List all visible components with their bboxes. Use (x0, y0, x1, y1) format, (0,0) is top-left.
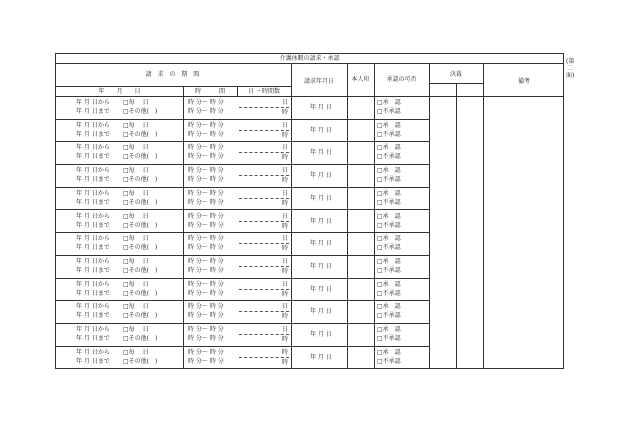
unit-day: 日 (282, 189, 289, 197)
daily-checkbox[interactable]: □毎 日 (123, 121, 149, 129)
unit-day: 日 (282, 303, 289, 311)
header-applicant-seal: 本人印 (351, 76, 370, 83)
header-days-hours: 日 ・時間数 (248, 88, 280, 95)
other-checkbox[interactable]: □その他( ) (123, 312, 158, 320)
row-time-1: 時 分～ 時 分 (188, 99, 224, 106)
other-checkbox[interactable]: □その他( ) (123, 289, 158, 297)
table-row (56, 142, 563, 165)
row-from: 年 月 日から (76, 144, 110, 152)
reject-checkbox[interactable]: □不承認 (377, 266, 401, 274)
row-from: 年 月 日から (76, 189, 110, 197)
unit-day: 日 (282, 257, 289, 265)
days-dotted-line (239, 221, 289, 222)
unit-hour: 時 (282, 336, 289, 343)
days-dotted-line (239, 334, 289, 335)
days-dotted-line (239, 266, 289, 267)
unit-hour: 時 (282, 313, 289, 321)
unit-hour: 時 (282, 290, 289, 298)
row-time-1: 時 分～ 時 分 (188, 303, 224, 311)
header-year-month-day: 年 月 日 (98, 88, 141, 95)
header-time: 時 間 (194, 88, 225, 95)
row-to: 年 月 日まで (76, 221, 110, 229)
row-to: 年 月 日まで (76, 130, 110, 138)
approve-checkbox[interactable]: □承 認 (377, 121, 401, 129)
other-checkbox[interactable]: □その他( ) (123, 153, 158, 161)
row-time-1: 時 分～ 時 分 (188, 121, 224, 129)
row-time-1: 時 分～ 時 分 (188, 212, 224, 220)
reject-checkbox[interactable]: □不承認 (377, 335, 401, 342)
approve-checkbox[interactable]: □承 認 (377, 303, 401, 311)
row-request-date: 年 月 日 (310, 308, 332, 316)
unit-hour: 時 (282, 154, 289, 162)
days-dotted-line (239, 107, 289, 108)
row-time-2: 時 分～ 時 分 (188, 289, 224, 297)
other-checkbox[interactable]: □その他( ) (123, 335, 158, 342)
approve-checkbox[interactable]: □承 認 (377, 167, 401, 175)
reject-checkbox[interactable]: □不承認 (377, 176, 401, 184)
approve-checkbox[interactable]: □承 認 (377, 212, 401, 220)
unit-hour: 時 (282, 109, 289, 116)
row-time-2: 時 分～ 時 分 (188, 221, 224, 229)
other-checkbox[interactable]: □その他( ) (123, 266, 158, 274)
approve-checkbox[interactable]: □承 認 (377, 99, 401, 106)
other-checkbox[interactable]: □その他( ) (123, 108, 158, 115)
table-row (56, 233, 563, 256)
other-checkbox[interactable]: □その他( ) (123, 357, 158, 365)
daily-checkbox[interactable]: □毎 日 (123, 257, 149, 265)
days-dotted-line (239, 357, 289, 358)
unit-day: 日 (282, 212, 289, 220)
unit-day: 日 (282, 235, 289, 243)
daily-checkbox[interactable]: □毎 日 (123, 99, 149, 106)
daily-checkbox[interactable]: □毎 日 (123, 189, 149, 197)
header-remarks: 備考 (517, 78, 530, 85)
daily-checkbox[interactable]: □毎 日 (123, 326, 149, 333)
table-row (56, 324, 563, 347)
row-request-date: 年 月 日 (310, 104, 332, 111)
reject-checkbox[interactable]: □不承認 (377, 130, 401, 138)
row-request-date: 年 月 日 (310, 126, 332, 134)
row-from: 年 月 日から (76, 235, 110, 243)
row-time-1: 時 分～ 時 分 (188, 144, 224, 152)
table-row (56, 97, 563, 120)
row-time-1: 時 分～ 時 分 (188, 235, 224, 243)
form-title: 介護休暇の請求・承認 (279, 55, 340, 62)
row-to: 年 月 日まで (76, 335, 110, 342)
table-row (56, 301, 563, 324)
table-row (56, 347, 563, 370)
approve-checkbox[interactable]: □承 認 (377, 280, 401, 288)
row-time-2: 時 分～ 時 分 (188, 130, 224, 138)
reject-checkbox[interactable]: □不承認 (377, 312, 401, 320)
row-time-2: 時 分～ 時 分 (188, 335, 224, 342)
other-checkbox[interactable]: □その他( ) (123, 130, 158, 138)
table-row (56, 188, 563, 211)
table-row (56, 279, 563, 302)
unit-day: 日 (282, 144, 289, 152)
row-to: 年 月 日まで (76, 357, 110, 365)
table-row (56, 256, 563, 279)
header-divider-decision (429, 83, 483, 84)
daily-checkbox[interactable]: □毎 日 (123, 167, 149, 175)
row-request-date: 年 月 日 (310, 353, 332, 361)
days-dotted-line (239, 130, 289, 131)
row-request-date: 年 月 日 (310, 149, 332, 157)
row-time-1: 時 分～ 時 分 (188, 326, 224, 333)
row-to: 年 月 日まで (76, 198, 110, 206)
reject-checkbox[interactable]: □不承認 (377, 244, 401, 252)
reject-checkbox[interactable]: □不承認 (377, 221, 401, 229)
title-divider (56, 63, 563, 64)
row-request-date: 年 月 日 (310, 285, 332, 293)
unit-hour: 時 (282, 131, 289, 139)
row-divider (56, 368, 429, 369)
unit-day: 日 (282, 99, 289, 106)
row-time-2: 時 分～ 時 分 (188, 357, 224, 365)
row-time-2: 時 分～ 時 分 (188, 198, 224, 206)
daily-checkbox[interactable]: □毎 日 (123, 212, 149, 220)
unit-day: 時 (282, 348, 289, 356)
table-row (56, 211, 563, 234)
header-approval: 承認の可否 (386, 76, 417, 83)
row-to: 年 月 日まで (76, 266, 110, 274)
days-dotted-line (239, 175, 289, 176)
unit-day: 日 (282, 280, 289, 288)
reject-checkbox[interactable]: □不承認 (377, 108, 401, 115)
unit-day: 日 (282, 121, 289, 129)
row-to: 年 月 日まで (76, 244, 110, 252)
unit-hour: 時 (282, 267, 289, 275)
table-row (56, 120, 563, 143)
row-time-2: 時 分～ 時 分 (188, 176, 224, 184)
unit-hour: 時 (282, 199, 289, 207)
other-checkbox[interactable]: □その他( ) (123, 221, 158, 229)
row-request-date: 年 月 日 (310, 240, 332, 248)
header-request-date: 請求年月日 (303, 78, 334, 85)
row-to: 年 月 日まで (76, 176, 110, 184)
row-to: 年 月 日まで (76, 312, 110, 320)
row-time-1: 時 分～ 時 分 (188, 189, 224, 197)
unit-hour: 時 (282, 222, 289, 230)
row-time-2: 時 分～ 時 分 (188, 266, 224, 274)
leave-request-form (55, 53, 564, 369)
row-from: 年 月 日から (76, 121, 110, 129)
daily-checkbox[interactable]: □毎 日 (123, 348, 149, 356)
approve-checkbox[interactable]: □承 認 (377, 257, 401, 265)
row-time-1: 時 分～ 時 分 (188, 348, 224, 356)
daily-checkbox[interactable]: □毎 日 (123, 303, 149, 311)
row-request-date: 年 月 日 (310, 217, 332, 225)
daily-checkbox[interactable]: □毎 日 (123, 144, 149, 152)
row-time-2: 時 分～ 時 分 (188, 244, 224, 252)
approve-checkbox[interactable]: □承 認 (377, 189, 401, 197)
approve-checkbox[interactable]: □承 認 (377, 144, 401, 152)
approve-checkbox[interactable]: □承 認 (377, 235, 401, 243)
row-time-1: 時 分～ 時 分 (188, 280, 224, 288)
reject-checkbox[interactable]: □不承認 (377, 289, 401, 297)
other-checkbox[interactable]: □その他( ) (123, 176, 158, 184)
header-period: 請 求 の 期 間 (145, 71, 202, 78)
days-dotted-line (239, 198, 289, 199)
row-from: 年 月 日から (76, 212, 110, 220)
daily-checkbox[interactable]: □毎 日 (123, 280, 149, 288)
row-time-1: 時 分～ 時 分 (188, 167, 224, 175)
row-time-2: 時 分～ 時 分 (188, 153, 224, 161)
unit-day: 日 (282, 167, 289, 175)
table-row (56, 165, 563, 188)
other-checkbox[interactable]: □その他( ) (123, 244, 158, 252)
row-from: 年 月 日から (76, 167, 110, 175)
row-time-2: 時 分～ 時 分 (188, 312, 224, 320)
row-request-date: 年 月 日 (310, 194, 332, 202)
days-dotted-line (239, 289, 289, 290)
unit-day: 日 (282, 326, 289, 333)
row-time-1: 時 分～ 時 分 (188, 257, 224, 265)
row-time-2: 時 分～ 時 分 (188, 108, 224, 115)
unit-hour: 時 (282, 358, 289, 366)
header-divider-mid (56, 86, 291, 87)
daily-checkbox[interactable]: □毎 日 (123, 235, 149, 243)
row-from: 年 月 日から (76, 280, 110, 288)
approve-checkbox[interactable]: □承 認 (377, 326, 401, 333)
reject-checkbox[interactable]: □不承認 (377, 357, 401, 365)
row-request-date: 年 月 日 (310, 331, 332, 338)
row-from: 年 月 日から (76, 303, 110, 311)
row-request-date: 年 月 日 (310, 172, 332, 180)
row-to: 年 月 日まで (76, 153, 110, 161)
header-decision: 決裁 (449, 71, 462, 78)
side-note: (第二面) (566, 58, 575, 79)
unit-hour: 時 (282, 245, 289, 253)
unit-hour: 時 (282, 177, 289, 185)
reject-checkbox[interactable]: □不承認 (377, 198, 401, 206)
row-to: 年 月 日まで (76, 108, 110, 115)
row-to: 年 月 日まで (76, 289, 110, 297)
row-from: 年 月 日から (76, 257, 110, 265)
row-from: 年 月 日から (76, 326, 110, 333)
other-checkbox[interactable]: □その他( ) (123, 198, 158, 206)
row-from: 年 月 日から (76, 99, 110, 106)
approve-checkbox[interactable]: □承 認 (377, 348, 401, 356)
row-request-date: 年 月 日 (310, 262, 332, 270)
reject-checkbox[interactable]: □不承認 (377, 153, 401, 161)
row-from: 年 月 日から (76, 348, 110, 356)
